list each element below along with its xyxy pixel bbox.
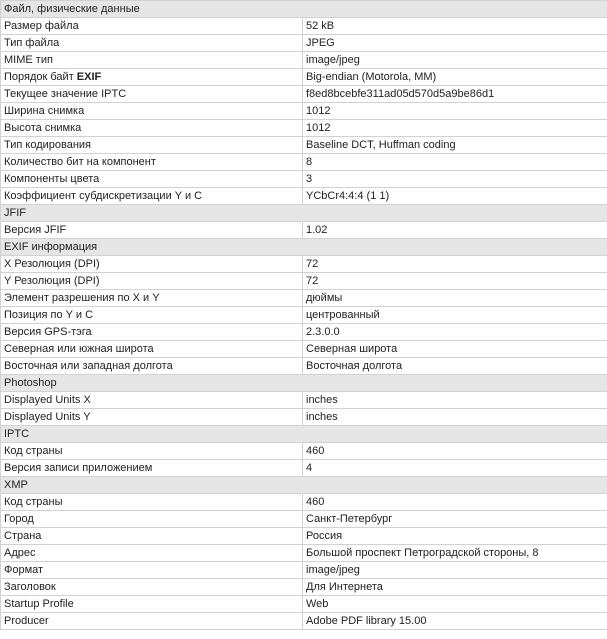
table-row <box>1 52 607 69</box>
table-row <box>1 290 607 307</box>
section-header <box>1 239 607 256</box>
property-name-bold: EXIF <box>76 71 102 83</box>
section-header <box>1 375 607 392</box>
property-name: Текущее значение IPTC <box>1 86 303 103</box>
property-value: Большой проспект Петроградской стороны, 8 <box>303 545 607 562</box>
table-row <box>1 273 607 290</box>
property-value: JPEG <box>303 35 607 52</box>
property-value: Россия <box>303 528 607 545</box>
property-name: Элемент разрешения по X и Y <box>1 290 303 307</box>
property-name: Версия записи приложением <box>1 460 303 477</box>
property-value: inches <box>303 409 607 426</box>
property-name: Версия GPS-тэга <box>1 324 303 341</box>
table-row <box>1 443 607 460</box>
table-row <box>1 460 607 477</box>
table-row <box>1 120 607 137</box>
table-row <box>1 307 607 324</box>
section-title: XMP <box>1 477 607 494</box>
table-row <box>1 613 607 630</box>
property-value: 460 <box>303 494 607 511</box>
property-value: Восточная долгота <box>303 358 607 375</box>
property-value: 3 <box>303 171 607 188</box>
section-header <box>1 205 607 222</box>
property-value: 1.02 <box>303 222 607 239</box>
section-title: Photoshop <box>1 375 607 392</box>
property-name-prefix: Порядок байт <box>4 71 77 83</box>
property-value: центрованный <box>303 307 607 324</box>
property-name: Версия JFIF <box>1 222 303 239</box>
property-name: Компоненты цвета <box>1 171 303 188</box>
property-value: f8ed8bcebfe311ad05d570d5a9be86d1 <box>303 86 607 103</box>
table-row <box>1 154 607 171</box>
property-name: Высота снимка <box>1 120 303 137</box>
property-name: Северная или южная широта <box>1 341 303 358</box>
section-title: Файл, физические данные <box>1 1 607 18</box>
table-row <box>1 35 607 52</box>
table-row <box>1 528 607 545</box>
table-row <box>1 392 607 409</box>
property-name: Тип кодирования <box>1 137 303 154</box>
section-title: JFIF <box>1 205 607 222</box>
table-row <box>1 256 607 273</box>
property-value: Big-endian (Motorola, MM) <box>303 69 607 86</box>
property-name <box>1 69 303 86</box>
table-row <box>1 222 607 239</box>
property-value: Санкт-Петербург <box>303 511 607 528</box>
property-name: Ширина снимка <box>1 103 303 120</box>
metadata-table-body <box>1 1 607 630</box>
property-name: Y Резолюция (DPI) <box>1 273 303 290</box>
property-value: image/jpeg <box>303 562 607 579</box>
section-title: IPTC <box>1 426 607 443</box>
property-value: 72 <box>303 273 607 290</box>
table-row <box>1 103 607 120</box>
table-row <box>1 171 607 188</box>
table-row <box>1 18 607 35</box>
property-value: 52 kB <box>303 18 607 35</box>
property-value: Для Интернета <box>303 579 607 596</box>
table-row <box>1 494 607 511</box>
table-row <box>1 358 607 375</box>
table-row <box>1 324 607 341</box>
property-name: Producer <box>1 613 303 630</box>
property-name: Код страны <box>1 494 303 511</box>
property-name: Страна <box>1 528 303 545</box>
property-value: 1012 <box>303 120 607 137</box>
property-name: Коэффициент субдискретизации Y и C <box>1 188 303 205</box>
property-value: Web <box>303 596 607 613</box>
property-value: 72 <box>303 256 607 273</box>
property-value: 2.3.0.0 <box>303 324 607 341</box>
table-row <box>1 341 607 358</box>
property-name: Displayed Units X <box>1 392 303 409</box>
table-row <box>1 579 607 596</box>
table-row <box>1 511 607 528</box>
property-name: MIME тип <box>1 52 303 69</box>
property-name: Адрес <box>1 545 303 562</box>
property-value: inches <box>303 392 607 409</box>
section-header <box>1 477 607 494</box>
property-value: Baseline DCT, Huffman coding <box>303 137 607 154</box>
property-value: дюймы <box>303 290 607 307</box>
section-header <box>1 426 607 443</box>
property-value: 4 <box>303 460 607 477</box>
property-name: Город <box>1 511 303 528</box>
property-value: 460 <box>303 443 607 460</box>
section-title: EXIF информация <box>1 239 607 256</box>
property-name: Размер файла <box>1 18 303 35</box>
property-name: X Резолюция (DPI) <box>1 256 303 273</box>
table-row <box>1 69 607 86</box>
property-value: Adobe PDF library 15.00 <box>303 613 607 630</box>
property-value: Северная широта <box>303 341 607 358</box>
property-value: YCbCr4:4:4 (1 1) <box>303 188 607 205</box>
table-row <box>1 188 607 205</box>
table-row <box>1 545 607 562</box>
property-name: Заголовок <box>1 579 303 596</box>
property-name: Количество бит на компонент <box>1 154 303 171</box>
property-name: Тип файла <box>1 35 303 52</box>
table-row <box>1 86 607 103</box>
property-name: Позиция по Y и C <box>1 307 303 324</box>
table-row <box>1 137 607 154</box>
section-header <box>1 1 607 18</box>
property-value: image/jpeg <box>303 52 607 69</box>
property-value: 8 <box>303 154 607 171</box>
table-row <box>1 562 607 579</box>
property-name: Восточная или западная долгота <box>1 358 303 375</box>
property-value: 1012 <box>303 103 607 120</box>
table-row <box>1 596 607 613</box>
property-name: Displayed Units Y <box>1 409 303 426</box>
property-name: Startup Profile <box>1 596 303 613</box>
table-row <box>1 409 607 426</box>
property-name: Формат <box>1 562 303 579</box>
property-name: Код страны <box>1 443 303 460</box>
